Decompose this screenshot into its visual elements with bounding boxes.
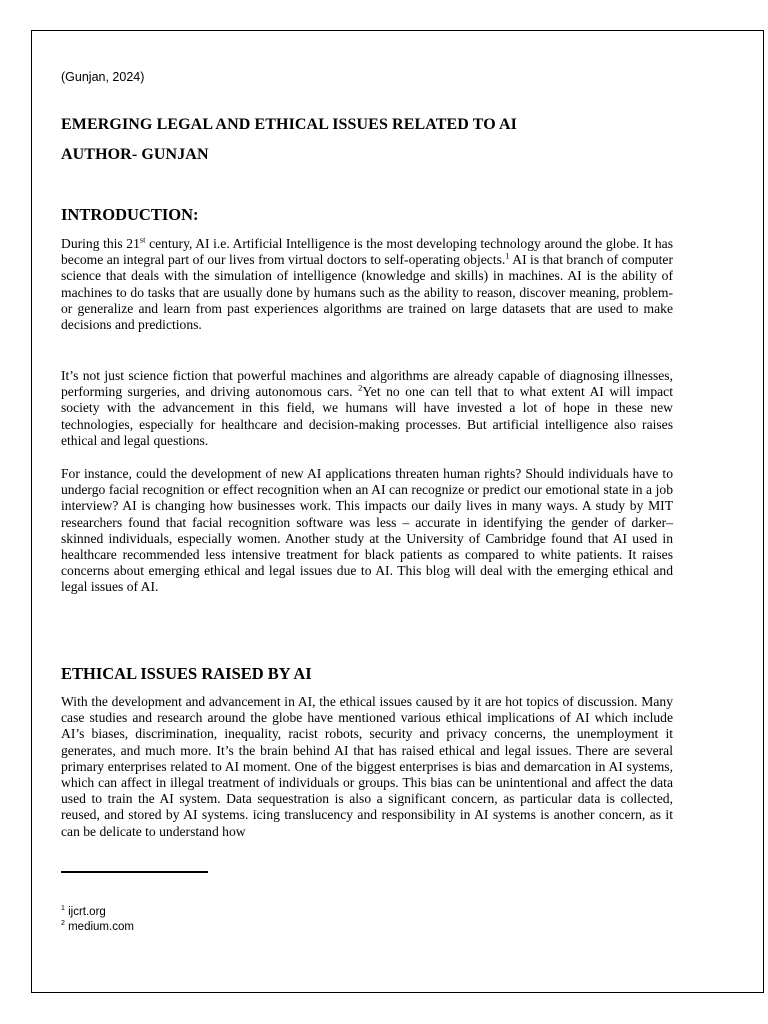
ethical-issues-heading: ETHICAL ISSUES RAISED BY AI [61,664,312,683]
author-line: AUTHOR- GUNJAN [61,146,209,163]
intro-paragraph-3: For instance, could the development of new AI applications threaten human rights? Should individuals have to undergo facial recognition or effect recognition when an AI can recognize or predict our emotional state in a job interview? AI is changing how businesses work. This impacts our daily lives in many ways. A study by MIT researchers found that facial recognition software was less – accurate in identifying the gender of darker–skinned individuals, especially women. Another study at the University of Cambridge found that AI used in healthcare recommended less intensive treatment for black patients as compared to white patients. It raises concerns about emerging ethical and legal issues due to AI. This blog will deal with the emerging ethical and legal issues of AI. [61,466,673,595]
ordinal-superscript: st [139,234,146,245]
citation: (Gunjan, 2024) [61,70,145,84]
ethical-paragraph-1: With the development and advancement in AI, the ethical issues caused by it are hot topics of discussion. Many case studies and research around the globe have mentioned various ethical implications of AI which include AI’s biases, discrimination, inequality, racist robots, security and privacy concerns, the unemployment it generates, and much more. It’s the brain behind AI that has raised ethical and legal issues. There are several primary enterprises related to AI moment. One of the biggest enterprises is bias and demarcation in AI systems, which can affect in illegal treatment of individuals or groups. This bias can be unintentional and affect the data used to train the AI system. Data sequestration is also a significant concern, as particular data is collected, reused, and stored by AI systems. icing translucency and responsibility in AI systems is another concern, as it can be delicate to understand how [61,694,673,839]
footnote-2: $^2$ medium.com [61,920,134,933]
intro-paragraph-1: During this 21st century, AI i.e. Artificial Intelligence is the most developing technology around the globe. It has become an integral part of our lives from virtual doctors to self-operating objects.$^1$ AI is that branch of computer science that deals with the simulation of intelligence (knowledge and skills) in machines. AI is the ability of machines to do tasks that are usually done by humans such as the ability to reason, discover meaning, problem- or generalize and learn from past experiences algorithms are trained on large datasets that are used to make decisions and predictions. [61,234,673,333]
footnote-ref-1: 1 [505,250,510,261]
introduction-heading: INTRODUCTION: [61,205,199,224]
document-title: EMERGING LEGAL AND ETHICAL ISSUES RELATED TO AI [61,116,517,133]
intro-paragraph-2: It’s not just science fiction that powerful machines and algorithms are already capable of diagnosing illnesses, performing surgeries, and driving autonomous cars. $^2$Yet no one can tell that to what extent AI will impact society with the advancement in this field, we humans will have invested a lot of hope in these new technologies, especially for healthcare and decision-making processes. But artificial intelligence also raises ethical and legal questions. [61,368,673,448]
footnote-1: $^1$ ijcrt.org [61,905,106,918]
footnote-separator [61,871,208,873]
footnote-ref-2: 2 [358,382,363,393]
